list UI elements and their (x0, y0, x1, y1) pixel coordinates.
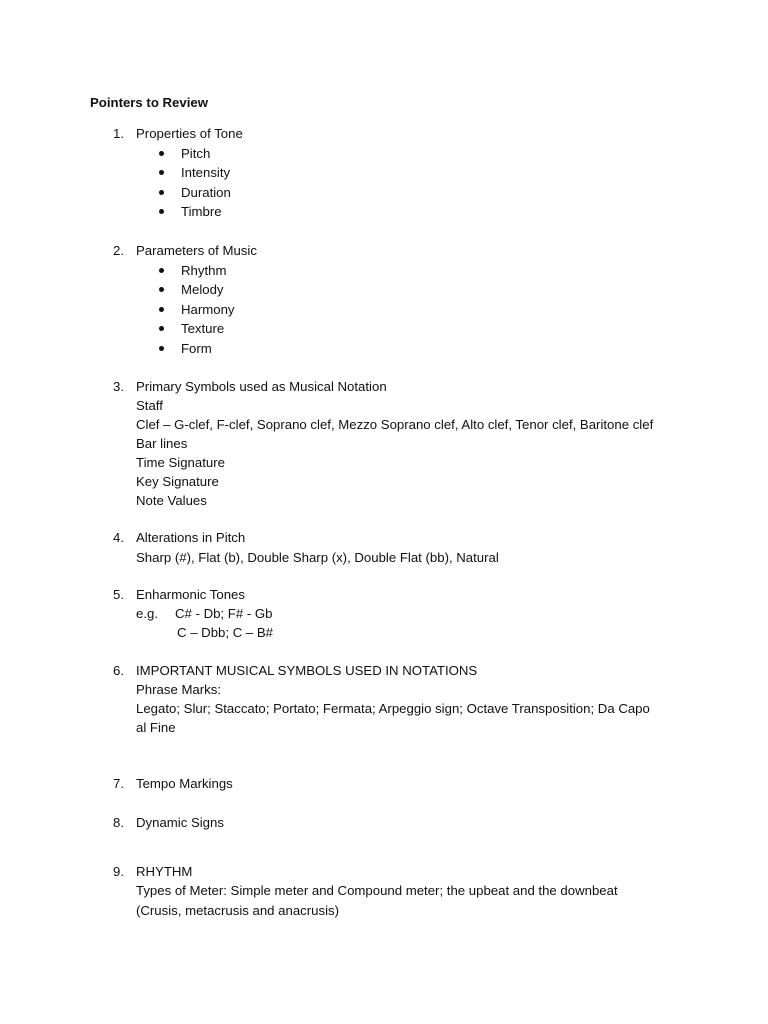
bullet-text: Melody (181, 282, 224, 297)
item-heading: Parameters of Music (136, 243, 257, 258)
bullet-icon (159, 209, 164, 214)
item-line: (Crusis, metacrusis and anacrusis) (136, 903, 340, 918)
item-line: Phrase Marks: (136, 682, 222, 697)
bullet-icon (159, 151, 164, 156)
bullet-text: Harmony (181, 302, 235, 317)
bullet-text: Texture (181, 321, 225, 336)
example-line: C# - Db; F# - Gb (175, 606, 273, 621)
example-label: e.g. (136, 606, 158, 621)
item-number: 5. (113, 587, 124, 602)
bullet-text: Form (181, 341, 212, 356)
item-heading: Enharmonic Tones (136, 587, 245, 602)
item-line: Sharp (#), Flat (b), Double Sharp (x), Double Flat (bb), Natural (136, 550, 499, 565)
bullet-icon (159, 268, 164, 273)
item-line: Types of Meter: Simple meter and Compound meter; the upbeat and the downbeat (136, 883, 618, 898)
item-number: 1. (113, 126, 124, 141)
bullet-icon (159, 307, 164, 312)
bullet-icon (159, 326, 164, 331)
item-number: 6. (113, 663, 124, 678)
item-heading: Primary Symbols used as Musical Notation (136, 379, 387, 394)
item-line: Time Signature (136, 455, 225, 470)
item-number: 2. (113, 243, 124, 258)
item-line: Staff (136, 398, 163, 413)
bullet-text: Duration (181, 185, 231, 200)
item-number: 7. (113, 776, 124, 791)
bullet-text: Timbre (181, 204, 222, 219)
item-line: Clef – G-clef, F-clef, Soprano clef, Mezzo Soprano clef, Alto clef, Tenor clef, Baritone clef (136, 417, 654, 432)
item-heading: IMPORTANT MUSICAL SYMBOLS USED IN NOTATIONS (136, 663, 478, 678)
item-line: Key Signature (136, 474, 219, 489)
item-number: 4. (113, 530, 124, 545)
item-line: Legato; Slur; Staccato; Portato; Fermata; Arpeggio sign; Octave Transposition; Da Capo (136, 701, 650, 716)
item-number: 9. (113, 864, 124, 879)
bullet-icon (159, 346, 164, 351)
item-heading: Tempo Markings (136, 776, 233, 791)
page-title: Pointers to Review (90, 95, 208, 110)
bullet-text: Rhythm (181, 263, 227, 278)
item-heading: Alterations in Pitch (136, 530, 246, 545)
bullet-text: Pitch (181, 146, 211, 161)
item-heading: Dynamic Signs (136, 815, 224, 830)
bullet-icon (159, 190, 164, 195)
item-number: 8. (113, 815, 124, 830)
item-heading: Properties of Tone (136, 126, 243, 141)
bullet-icon (159, 170, 164, 175)
item-line: Note Values (136, 493, 207, 508)
bullet-icon (159, 287, 164, 292)
item-line: al Fine (136, 720, 176, 735)
example-line: C – Dbb; C – B# (177, 625, 274, 640)
item-line: Bar lines (136, 436, 188, 451)
bullet-text: Intensity (181, 165, 231, 180)
item-heading: RHYTHM (136, 864, 193, 879)
item-number: 3. (113, 379, 124, 394)
